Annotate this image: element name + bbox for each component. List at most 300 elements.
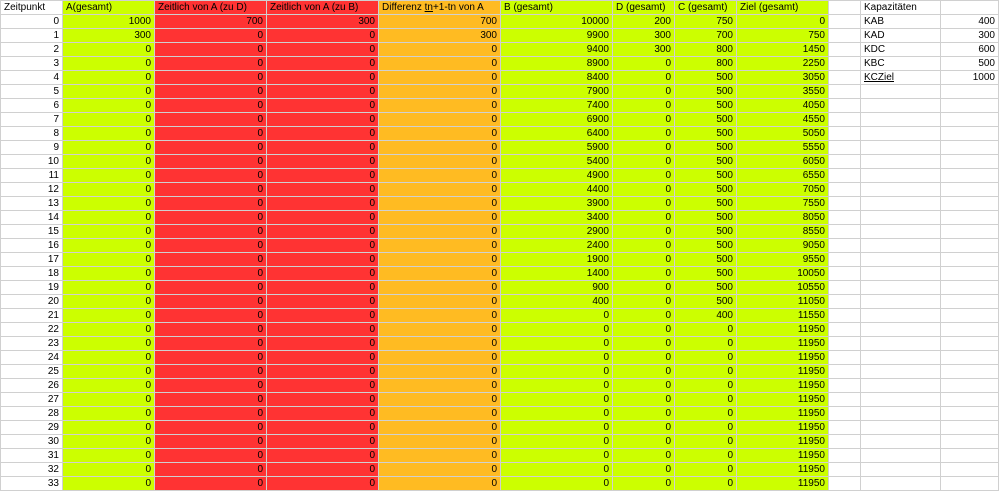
value-cell[interactable]: 750 (675, 15, 737, 29)
value-cell[interactable]: 2900 (501, 225, 613, 239)
value-cell[interactable]: 7550 (737, 197, 829, 211)
value-cell[interactable]: 0 (267, 295, 379, 309)
empty-cell[interactable] (829, 141, 861, 155)
time-index-cell[interactable]: 13 (1, 197, 63, 211)
empty-cell[interactable] (829, 57, 861, 71)
time-index-cell[interactable]: 8 (1, 127, 63, 141)
time-index-cell[interactable]: 26 (1, 379, 63, 393)
empty-cell[interactable] (829, 239, 861, 253)
value-cell[interactable]: 0 (613, 393, 675, 407)
value-cell[interactable]: 0 (675, 393, 737, 407)
value-cell[interactable]: 0 (613, 463, 675, 477)
time-index-cell[interactable]: 15 (1, 225, 63, 239)
value-cell[interactable]: 0 (613, 407, 675, 421)
time-index-cell[interactable]: 14 (1, 211, 63, 225)
value-cell[interactable]: 0 (613, 85, 675, 99)
empty-cell[interactable] (861, 309, 941, 323)
value-cell[interactable]: 9400 (501, 43, 613, 57)
value-cell[interactable]: 0 (379, 477, 501, 491)
value-cell[interactable]: 0 (379, 337, 501, 351)
value-cell[interactable]: 0 (267, 57, 379, 71)
time-index-cell[interactable]: 20 (1, 295, 63, 309)
value-cell[interactable]: 0 (379, 407, 501, 421)
value-cell[interactable]: 0 (267, 449, 379, 463)
value-cell[interactable]: 0 (63, 197, 155, 211)
empty-cell[interactable] (829, 71, 861, 85)
value-cell[interactable]: 2400 (501, 239, 613, 253)
value-cell[interactable]: 0 (267, 253, 379, 267)
value-cell[interactable]: 500 (675, 267, 737, 281)
value-cell[interactable]: 11950 (737, 323, 829, 337)
value-cell[interactable]: 0 (379, 309, 501, 323)
value-cell[interactable]: 0 (379, 141, 501, 155)
value-cell[interactable]: 0 (155, 477, 267, 491)
empty-cell[interactable] (861, 351, 941, 365)
empty-cell[interactable] (941, 379, 999, 393)
value-cell[interactable]: 0 (63, 351, 155, 365)
time-index-cell[interactable]: 33 (1, 477, 63, 491)
empty-cell[interactable] (829, 449, 861, 463)
value-cell[interactable]: 0 (675, 421, 737, 435)
value-cell[interactable]: 0 (613, 323, 675, 337)
empty-cell[interactable] (861, 253, 941, 267)
time-index-cell[interactable]: 5 (1, 85, 63, 99)
value-cell[interactable]: 3900 (501, 197, 613, 211)
value-cell[interactable]: 0 (63, 57, 155, 71)
value-cell[interactable]: 700 (155, 15, 267, 29)
value-cell[interactable]: 0 (379, 99, 501, 113)
empty-cell[interactable] (861, 85, 941, 99)
value-cell[interactable]: 0 (155, 351, 267, 365)
empty-cell[interactable] (861, 113, 941, 127)
empty-cell[interactable] (829, 99, 861, 113)
value-cell[interactable]: 0 (155, 295, 267, 309)
value-cell[interactable]: 500 (675, 197, 737, 211)
value-cell[interactable]: 0 (267, 435, 379, 449)
empty-cell[interactable] (829, 127, 861, 141)
capacity-label[interactable]: KCZiel (861, 71, 941, 85)
value-cell[interactable]: 0 (613, 127, 675, 141)
value-cell[interactable]: 0 (267, 197, 379, 211)
empty-cell[interactable] (941, 337, 999, 351)
value-cell[interactable]: 3550 (737, 85, 829, 99)
value-cell[interactable]: 0 (155, 449, 267, 463)
value-cell[interactable]: 0 (155, 43, 267, 57)
value-cell[interactable]: 500 (675, 281, 737, 295)
value-cell[interactable]: 0 (379, 295, 501, 309)
value-cell[interactable]: 0 (63, 239, 155, 253)
value-cell[interactable]: 0 (379, 379, 501, 393)
value-cell[interactable]: 500 (675, 239, 737, 253)
value-cell[interactable]: 11950 (737, 351, 829, 365)
value-cell[interactable]: 0 (501, 407, 613, 421)
capacity-label[interactable]: KDC (861, 43, 941, 57)
empty-cell[interactable] (941, 239, 999, 253)
value-cell[interactable]: 0 (501, 379, 613, 393)
time-index-cell[interactable]: 17 (1, 253, 63, 267)
empty-cell[interactable] (829, 113, 861, 127)
empty-cell[interactable] (861, 197, 941, 211)
value-cell[interactable]: 11050 (737, 295, 829, 309)
value-cell[interactable]: 0 (155, 379, 267, 393)
empty-cell[interactable] (829, 421, 861, 435)
value-cell[interactable]: 750 (737, 29, 829, 43)
value-cell[interactable]: 0 (267, 281, 379, 295)
value-cell[interactable]: 0 (155, 463, 267, 477)
value-cell[interactable]: 0 (613, 365, 675, 379)
value-cell[interactable]: 0 (267, 99, 379, 113)
empty-cell[interactable] (861, 435, 941, 449)
time-index-cell[interactable]: 32 (1, 463, 63, 477)
empty-cell[interactable] (941, 351, 999, 365)
empty-cell[interactable] (861, 99, 941, 113)
value-cell[interactable]: 0 (613, 113, 675, 127)
value-cell[interactable]: 0 (267, 85, 379, 99)
empty-cell[interactable] (861, 141, 941, 155)
value-cell[interactable]: 0 (613, 211, 675, 225)
value-cell[interactable]: 0 (613, 253, 675, 267)
empty-cell[interactable] (829, 295, 861, 309)
value-cell[interactable]: 11950 (737, 421, 829, 435)
value-cell[interactable]: 0 (379, 393, 501, 407)
value-cell[interactable]: 0 (501, 421, 613, 435)
value-cell[interactable]: 4050 (737, 99, 829, 113)
time-index-cell[interactable]: 6 (1, 99, 63, 113)
value-cell[interactable]: 0 (613, 183, 675, 197)
value-cell[interactable]: 0 (613, 99, 675, 113)
value-cell[interactable]: 0 (379, 127, 501, 141)
value-cell[interactable]: 0 (155, 337, 267, 351)
value-cell[interactable]: 1900 (501, 253, 613, 267)
value-cell[interactable]: 0 (613, 477, 675, 491)
empty-cell[interactable] (941, 253, 999, 267)
time-index-cell[interactable]: 24 (1, 351, 63, 365)
value-cell[interactable]: 0 (155, 239, 267, 253)
empty-cell[interactable] (941, 141, 999, 155)
value-cell[interactable]: 500 (675, 71, 737, 85)
time-index-cell[interactable]: 19 (1, 281, 63, 295)
value-cell[interactable]: 500 (675, 295, 737, 309)
value-cell[interactable]: 0 (267, 141, 379, 155)
empty-cell[interactable] (941, 323, 999, 337)
time-index-cell[interactable]: 9 (1, 141, 63, 155)
value-cell[interactable]: 0 (675, 463, 737, 477)
empty-cell[interactable] (829, 169, 861, 183)
value-cell[interactable]: 0 (155, 197, 267, 211)
value-cell[interactable]: 300 (267, 15, 379, 29)
value-cell[interactable]: 400 (675, 309, 737, 323)
empty-cell[interactable] (829, 155, 861, 169)
empty-cell[interactable] (861, 477, 941, 491)
empty-cell[interactable] (941, 477, 999, 491)
value-cell[interactable]: 500 (675, 113, 737, 127)
value-cell[interactable]: 0 (63, 253, 155, 267)
value-cell[interactable]: 0 (737, 15, 829, 29)
empty-cell[interactable] (941, 197, 999, 211)
time-index-cell[interactable]: 25 (1, 365, 63, 379)
value-cell[interactable]: 0 (613, 449, 675, 463)
value-cell[interactable]: 10550 (737, 281, 829, 295)
value-cell[interactable]: 0 (63, 113, 155, 127)
value-cell[interactable]: 0 (501, 323, 613, 337)
empty-cell[interactable] (941, 295, 999, 309)
empty-cell[interactable] (829, 337, 861, 351)
value-cell[interactable]: 500 (675, 99, 737, 113)
empty-cell[interactable] (941, 407, 999, 421)
value-cell[interactable]: 0 (267, 379, 379, 393)
value-cell[interactable]: 0 (613, 155, 675, 169)
value-cell[interactable]: 0 (63, 225, 155, 239)
empty-cell[interactable] (941, 113, 999, 127)
value-cell[interactable]: 1400 (501, 267, 613, 281)
value-cell[interactable]: 0 (63, 421, 155, 435)
value-cell[interactable]: 0 (379, 267, 501, 281)
value-cell[interactable]: 0 (267, 127, 379, 141)
value-cell[interactable]: 0 (267, 309, 379, 323)
time-index-cell[interactable]: 22 (1, 323, 63, 337)
value-cell[interactable]: 0 (501, 393, 613, 407)
value-cell[interactable]: 0 (501, 463, 613, 477)
value-cell[interactable]: 0 (501, 365, 613, 379)
value-cell[interactable]: 7900 (501, 85, 613, 99)
value-cell[interactable]: 0 (613, 239, 675, 253)
value-cell[interactable]: 11950 (737, 407, 829, 421)
empty-cell[interactable] (861, 267, 941, 281)
value-cell[interactable]: 3400 (501, 211, 613, 225)
empty-cell[interactable] (829, 29, 861, 43)
value-cell[interactable]: 0 (267, 323, 379, 337)
value-cell[interactable]: 11950 (737, 365, 829, 379)
value-cell[interactable]: 11550 (737, 309, 829, 323)
time-index-cell[interactable]: 31 (1, 449, 63, 463)
value-cell[interactable]: 0 (155, 113, 267, 127)
empty-cell[interactable] (861, 323, 941, 337)
value-cell[interactable]: 5400 (501, 155, 613, 169)
time-index-cell[interactable]: 7 (1, 113, 63, 127)
empty-cell[interactable] (941, 365, 999, 379)
value-cell[interactable]: 0 (63, 365, 155, 379)
value-cell[interactable]: 0 (155, 421, 267, 435)
value-cell[interactable]: 0 (155, 99, 267, 113)
empty-cell[interactable] (941, 267, 999, 281)
value-cell[interactable]: 0 (63, 99, 155, 113)
value-cell[interactable]: 500 (675, 169, 737, 183)
value-cell[interactable]: 0 (155, 267, 267, 281)
value-cell[interactable]: 0 (613, 295, 675, 309)
value-cell[interactable]: 9900 (501, 29, 613, 43)
value-cell[interactable]: 0 (379, 421, 501, 435)
value-cell[interactable]: 800 (675, 57, 737, 71)
value-cell[interactable]: 7050 (737, 183, 829, 197)
value-cell[interactable]: 0 (613, 169, 675, 183)
value-cell[interactable]: 0 (613, 225, 675, 239)
value-cell[interactable]: 0 (267, 421, 379, 435)
value-cell[interactable]: 0 (63, 155, 155, 169)
value-cell[interactable]: 0 (63, 43, 155, 57)
value-cell[interactable]: 800 (675, 43, 737, 57)
value-cell[interactable]: 8900 (501, 57, 613, 71)
value-cell[interactable]: 0 (501, 337, 613, 351)
value-cell[interactable]: 0 (675, 379, 737, 393)
value-cell[interactable]: 0 (675, 365, 737, 379)
value-cell[interactable]: 0 (613, 141, 675, 155)
value-cell[interactable]: 0 (675, 323, 737, 337)
empty-cell[interactable] (829, 85, 861, 99)
value-cell[interactable]: 4900 (501, 169, 613, 183)
empty-cell[interactable] (829, 281, 861, 295)
value-cell[interactable]: 900 (501, 281, 613, 295)
value-cell[interactable]: 0 (63, 337, 155, 351)
time-index-cell[interactable]: 3 (1, 57, 63, 71)
value-cell[interactable]: 400 (501, 295, 613, 309)
value-cell[interactable]: 0 (501, 309, 613, 323)
empty-cell[interactable] (829, 477, 861, 491)
value-cell[interactable]: 0 (63, 71, 155, 85)
empty-cell[interactable] (829, 463, 861, 477)
value-cell[interactable]: 0 (379, 71, 501, 85)
value-cell[interactable]: 6550 (737, 169, 829, 183)
value-cell[interactable]: 500 (675, 127, 737, 141)
value-cell[interactable]: 0 (267, 407, 379, 421)
value-cell[interactable]: 300 (613, 29, 675, 43)
value-cell[interactable]: 0 (155, 323, 267, 337)
value-cell[interactable]: 6050 (737, 155, 829, 169)
value-cell[interactable]: 11950 (737, 477, 829, 491)
capacity-value[interactable]: 600 (941, 43, 999, 57)
value-cell[interactable]: 500 (675, 253, 737, 267)
value-cell[interactable]: 0 (155, 155, 267, 169)
value-cell[interactable]: 0 (675, 477, 737, 491)
value-cell[interactable]: 0 (379, 183, 501, 197)
value-cell[interactable]: 0 (675, 449, 737, 463)
empty-cell[interactable] (829, 309, 861, 323)
empty-cell[interactable] (941, 309, 999, 323)
value-cell[interactable]: 0 (155, 225, 267, 239)
capacity-value[interactable]: 500 (941, 57, 999, 71)
value-cell[interactable]: 0 (267, 267, 379, 281)
empty-cell[interactable] (829, 225, 861, 239)
value-cell[interactable]: 0 (613, 379, 675, 393)
value-cell[interactable]: 0 (613, 421, 675, 435)
value-cell[interactable]: 0 (63, 295, 155, 309)
value-cell[interactable]: 0 (613, 57, 675, 71)
empty-cell[interactable] (861, 155, 941, 169)
empty-cell[interactable] (941, 99, 999, 113)
value-cell[interactable]: 0 (155, 57, 267, 71)
value-cell[interactable]: 0 (613, 309, 675, 323)
empty-cell[interactable] (829, 1, 861, 15)
value-cell[interactable]: 0 (267, 169, 379, 183)
empty-cell[interactable] (941, 225, 999, 239)
empty-cell[interactable] (829, 365, 861, 379)
value-cell[interactable]: 0 (63, 393, 155, 407)
empty-cell[interactable] (861, 463, 941, 477)
value-cell[interactable]: 8050 (737, 211, 829, 225)
value-cell[interactable]: 0 (501, 435, 613, 449)
value-cell[interactable]: 8400 (501, 71, 613, 85)
time-index-cell[interactable]: 27 (1, 393, 63, 407)
value-cell[interactable]: 0 (379, 463, 501, 477)
value-cell[interactable]: 3050 (737, 71, 829, 85)
value-cell[interactable]: 0 (379, 435, 501, 449)
value-cell[interactable]: 0 (267, 211, 379, 225)
value-cell[interactable]: 0 (379, 449, 501, 463)
value-cell[interactable]: 0 (63, 463, 155, 477)
value-cell[interactable]: 0 (155, 393, 267, 407)
value-cell[interactable]: 0 (379, 211, 501, 225)
value-cell[interactable]: 11950 (737, 449, 829, 463)
value-cell[interactable]: 700 (379, 15, 501, 29)
time-index-cell[interactable]: 28 (1, 407, 63, 421)
value-cell[interactable]: 0 (155, 71, 267, 85)
value-cell[interactable]: 0 (155, 183, 267, 197)
empty-cell[interactable] (829, 211, 861, 225)
capacity-value[interactable]: 300 (941, 29, 999, 43)
empty-cell[interactable] (941, 127, 999, 141)
value-cell[interactable]: 0 (267, 183, 379, 197)
capacity-value[interactable]: 400 (941, 15, 999, 29)
time-index-cell[interactable]: 12 (1, 183, 63, 197)
value-cell[interactable]: 0 (379, 155, 501, 169)
empty-cell[interactable] (941, 463, 999, 477)
value-cell[interactable]: 0 (63, 407, 155, 421)
value-cell[interactable]: 0 (267, 29, 379, 43)
value-cell[interactable]: 0 (155, 435, 267, 449)
value-cell[interactable]: 500 (675, 183, 737, 197)
time-index-cell[interactable]: 0 (1, 15, 63, 29)
empty-cell[interactable] (941, 393, 999, 407)
empty-cell[interactable] (861, 169, 941, 183)
value-cell[interactable]: 0 (267, 463, 379, 477)
value-cell[interactable]: 0 (155, 29, 267, 43)
value-cell[interactable]: 9050 (737, 239, 829, 253)
value-cell[interactable]: 0 (63, 85, 155, 99)
value-cell[interactable]: 0 (155, 127, 267, 141)
empty-cell[interactable] (861, 127, 941, 141)
empty-cell[interactable] (861, 183, 941, 197)
empty-cell[interactable] (829, 435, 861, 449)
time-index-cell[interactable]: 16 (1, 239, 63, 253)
value-cell[interactable]: 0 (267, 337, 379, 351)
value-cell[interactable]: 0 (267, 393, 379, 407)
value-cell[interactable]: 5050 (737, 127, 829, 141)
value-cell[interactable]: 0 (675, 351, 737, 365)
value-cell[interactable]: 300 (613, 43, 675, 57)
empty-cell[interactable] (861, 449, 941, 463)
capacity-value[interactable]: 1000 (941, 71, 999, 85)
value-cell[interactable]: 0 (501, 449, 613, 463)
empty-cell[interactable] (861, 225, 941, 239)
empty-cell[interactable] (829, 197, 861, 211)
value-cell[interactable]: 0 (613, 435, 675, 449)
time-index-cell[interactable]: 2 (1, 43, 63, 57)
value-cell[interactable]: 0 (379, 225, 501, 239)
empty-cell[interactable] (941, 449, 999, 463)
value-cell[interactable]: 6900 (501, 113, 613, 127)
value-cell[interactable]: 0 (379, 113, 501, 127)
value-cell[interactable]: 6400 (501, 127, 613, 141)
capacity-label[interactable]: KAB (861, 15, 941, 29)
value-cell[interactable]: 9550 (737, 253, 829, 267)
value-cell[interactable]: 0 (613, 281, 675, 295)
value-cell[interactable]: 0 (63, 127, 155, 141)
empty-cell[interactable] (941, 281, 999, 295)
value-cell[interactable]: 0 (675, 435, 737, 449)
value-cell[interactable]: 0 (379, 85, 501, 99)
value-cell[interactable]: 0 (63, 449, 155, 463)
value-cell[interactable]: 11950 (737, 337, 829, 351)
value-cell[interactable]: 0 (379, 239, 501, 253)
